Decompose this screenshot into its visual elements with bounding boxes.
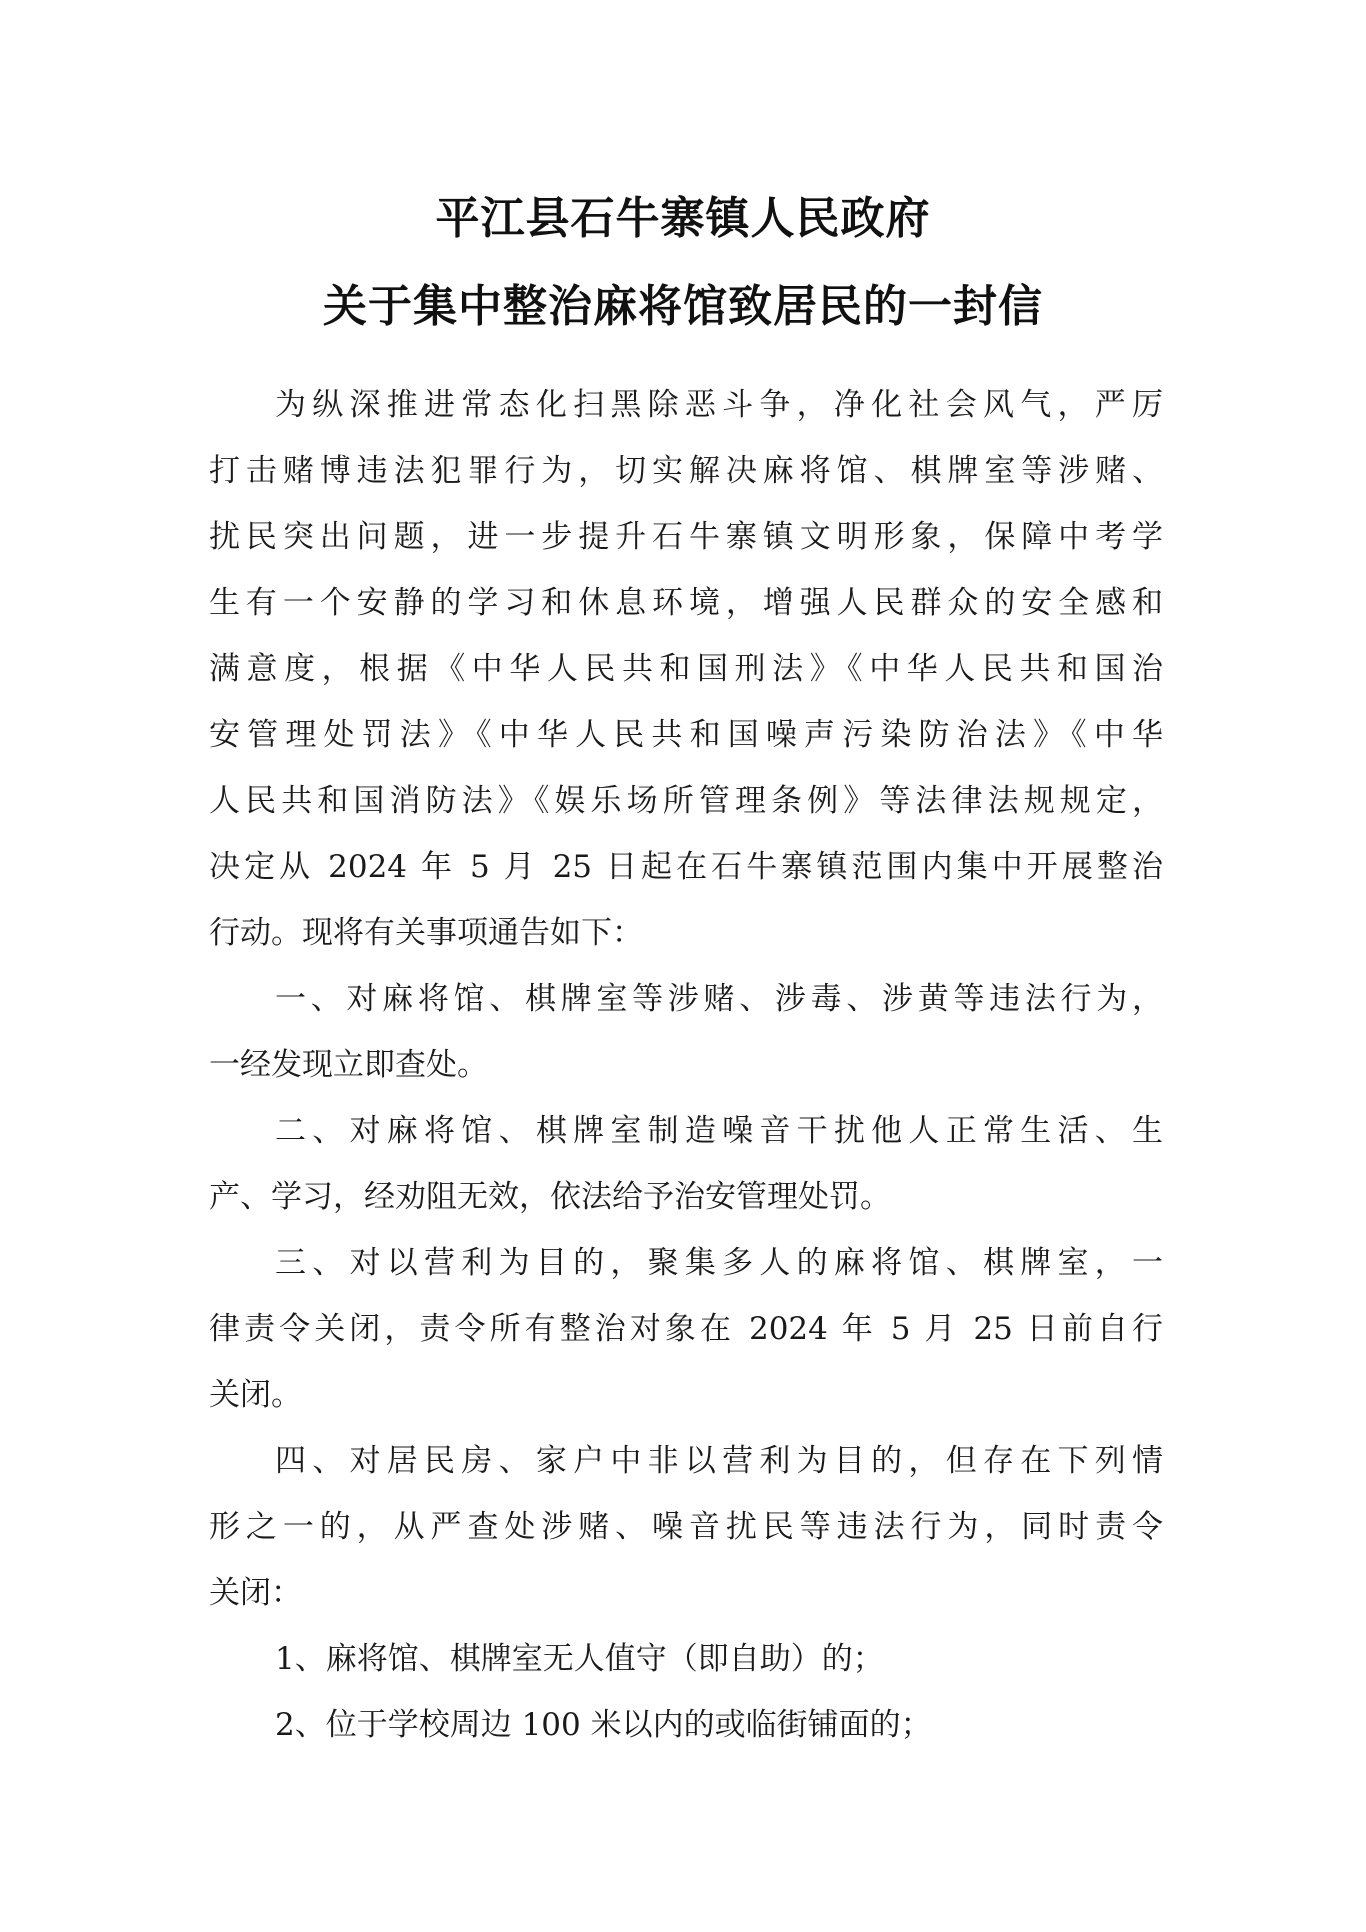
document-title-line-1: 平江县石牛寨镇人民政府 (435, 193, 931, 244)
paragraph-line: 扰民突出问题，进一步提升石牛寨镇文明形象，保障中考学 (209, 519, 1163, 555)
list-item: 2、位于学校周边 100 米以内的或临街铺面的； (275, 1707, 932, 1743)
paragraph-line: 二、对麻将馆、棋牌室制造噪音干扰他人正常生活、生 (275, 1113, 1163, 1149)
paragraph-line: 决定从 2024 年 5 月 25 日起在石牛寨镇范围内集中开展整治 (209, 849, 1163, 885)
paragraph-line: 产、学习，经劝阻无效，依法给予治安管理处罚。 (209, 1179, 891, 1215)
paragraph-line: 为纵深推进常态化扫黑除恶斗争，净化社会风气，严厉 (275, 387, 1163, 423)
paragraph-line: 行动。现将有关事项通告如下： (209, 915, 643, 951)
paragraph-line: 一经发现立即查处。 (209, 1047, 488, 1083)
paragraph-line: 三、对以营利为目的，聚集多人的麻将馆、棋牌室，一 (275, 1245, 1163, 1281)
list-item: 1、麻将馆、棋牌室无人值守（即自助）的； (275, 1641, 884, 1677)
paragraph-line: 一、对麻将馆、棋牌室等涉赌、涉毒、涉黄等违法行为， (275, 981, 1163, 1017)
document-title-line-2: 关于集中整治麻将馆致居民的一封信 (323, 281, 1043, 332)
paragraph-line: 律责令关闭，责令所有整治对象在 2024 年 5 月 25 日前自行 (209, 1311, 1163, 1347)
paragraph-line: 形之一的，从严查处涉赌、噪音扰民等违法行为，同时责令 (209, 1509, 1163, 1545)
paragraph-line: 安管理处罚法》《中华人民共和国噪声污染防治法》《中华 (209, 717, 1163, 753)
paragraph-line: 人民共和国消防法》《娱乐场所管理条例》等法律法规规定， (209, 783, 1163, 819)
paragraph-line: 四、对居民房、家户中非以营利为目的，但存在下列情 (275, 1443, 1163, 1479)
paragraph-line: 生有一个安静的学习和休息环境，增强人民群众的安全感和 (209, 585, 1163, 621)
paragraph-line: 打击赌博违法犯罪行为，切实解决麻将馆、棋牌室等涉赌、 (209, 453, 1163, 489)
paragraph-line: 关闭。 (209, 1377, 302, 1413)
paragraph-line: 满意度，根据《中华人民共和国刑法》《中华人民共和国治 (209, 651, 1163, 687)
paragraph-line: 关闭： (209, 1575, 302, 1611)
